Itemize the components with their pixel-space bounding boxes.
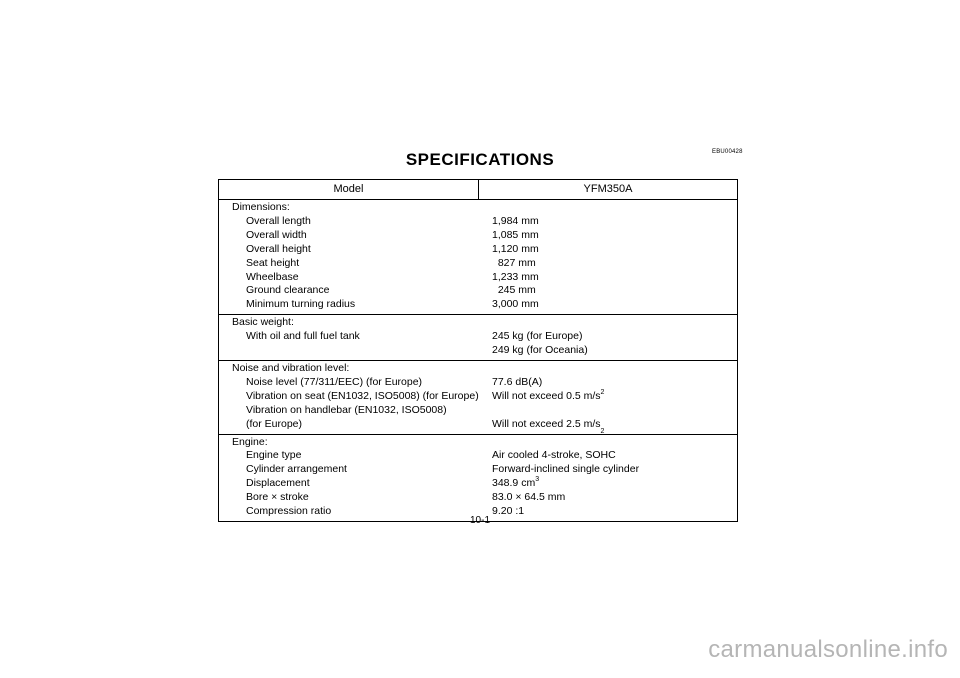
label-line: (for Europe) <box>246 417 303 430</box>
spec-value: Will not exceed 2.5 m/s 2 <box>492 417 605 435</box>
unit-exponent: 2 <box>600 388 605 396</box>
table-row <box>219 403 737 435</box>
table-row <box>219 477 737 491</box>
section-heading: Basic weight: <box>232 316 294 329</box>
spec-value: 83.0 × 64.5 mm <box>492 491 566 504</box>
table-row <box>219 243 737 257</box>
spec-label: Vibration on seat (EN1032, ISO5008) (for Europe) <box>246 389 479 402</box>
table-row <box>219 284 737 298</box>
spec-value: 249 kg (for Oceania) <box>492 344 588 357</box>
specifications-table <box>218 179 738 522</box>
spec-label: Overall height <box>246 242 311 255</box>
spec-label: Engine type <box>246 449 302 462</box>
page-title: SPECIFICATIONS <box>405 150 555 169</box>
noise-vibration-section <box>219 361 737 435</box>
watermark: carmanualsonline.info <box>708 636 948 663</box>
spec-label: Noise level (77/311/EEC) (for Europe) <box>246 375 423 388</box>
section-heading: Engine: <box>232 435 268 448</box>
spec-label: Ground clearance <box>246 284 330 297</box>
basic-weight-section <box>219 315 737 361</box>
model-value: YFM350A <box>583 183 633 195</box>
table-row <box>219 390 737 404</box>
value-text: 348.9 cm <box>492 477 536 490</box>
table-row <box>219 215 737 229</box>
page-number: 10-1 <box>469 515 490 526</box>
engine-section <box>219 435 737 521</box>
spec-value: 77.6 dB(A) <box>492 375 543 388</box>
spec-label: Overall length <box>246 214 311 227</box>
section-heading: Noise and vibration level: <box>232 361 350 374</box>
spec-value: 1,233 mm <box>492 270 539 283</box>
table-row <box>219 449 737 463</box>
spec-label <box>219 404 479 432</box>
unit-exponent: 3 <box>535 476 540 484</box>
table-row <box>219 271 737 285</box>
model-label: Model <box>219 180 479 199</box>
spec-value: 1,085 mm <box>492 228 539 241</box>
table-row <box>219 257 737 271</box>
spec-label: Overall width <box>246 228 307 241</box>
spec-value <box>479 477 737 491</box>
value-text: Will not exceed 2.5 m/s <box>492 417 601 430</box>
table-row <box>219 330 737 344</box>
label-line: Vibration on handlebar (EN1032, ISO5008) <box>246 403 447 416</box>
spec-value: 245 mm <box>492 284 536 297</box>
spec-value: Air cooled 4-stroke, SOHC <box>492 449 616 462</box>
section-heading: Dimensions: <box>232 201 290 213</box>
spec-label: Bore × stroke <box>246 491 309 504</box>
table-row <box>219 463 737 477</box>
spec-value: 9.20 :1 <box>492 505 525 518</box>
table-row <box>219 229 737 243</box>
spec-value: 3,000 mm <box>492 298 539 311</box>
spec-value: 1,120 mm <box>492 242 539 255</box>
spec-value: 827 mm <box>492 256 536 269</box>
value-text: Will not exceed 0.5 m/s <box>492 389 601 402</box>
spec-label: Displacement <box>246 477 310 490</box>
spec-label: With oil and full fuel tank <box>246 330 360 343</box>
spec-label: Compression ratio <box>246 505 332 518</box>
table-row <box>219 298 737 312</box>
table-row <box>219 376 737 390</box>
spec-value: 1,984 mm <box>492 214 539 227</box>
spec-label: Minimum turning radius <box>246 298 356 311</box>
spec-label: Seat height <box>246 256 300 269</box>
table-header <box>219 180 737 200</box>
spec-label: Wheelbase <box>246 270 299 283</box>
spec-value: Forward-inclined single cylinder <box>492 463 640 476</box>
dimensions-section <box>219 200 737 315</box>
table-row <box>219 344 737 358</box>
table-row <box>219 491 737 505</box>
spec-value <box>479 390 737 404</box>
spec-label: Cylinder arrangement <box>246 463 347 476</box>
spec-value: 245 kg (for Europe) <box>492 330 583 343</box>
document-code: EBU00428 <box>712 149 743 155</box>
